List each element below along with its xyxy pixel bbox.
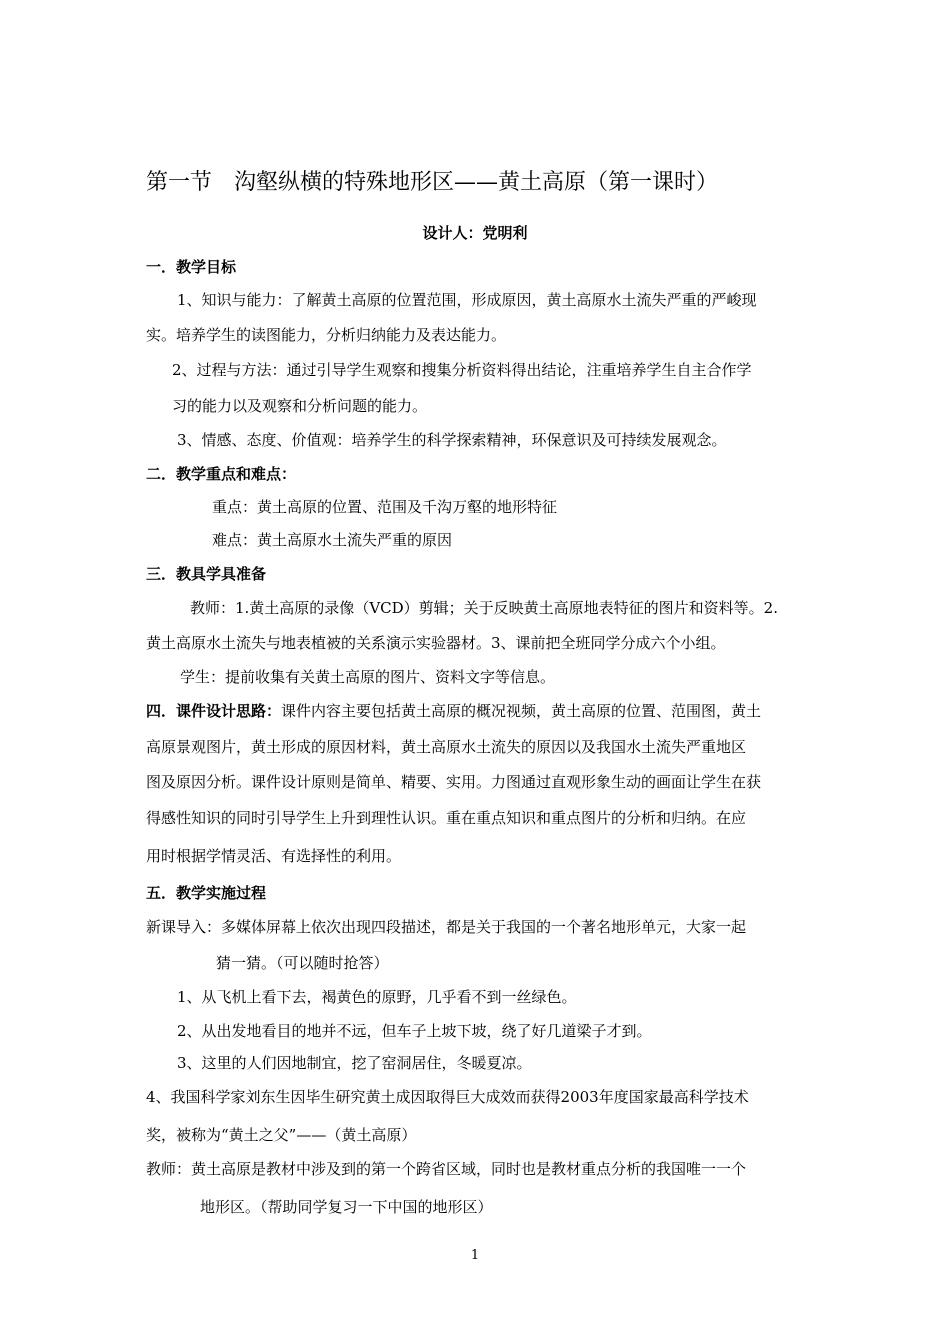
paragraph-line: 黄土高原水土流失与地表植被的关系演示实验器材。3、课前把全班同学分成六个小组。: [146, 634, 726, 652]
courseware-text: 课件内容主要包括黄土高原的概况视频，黄土高原的位置、范围图，黄土: [281, 702, 762, 720]
list-item: 4、我国科学家刘东生因毕生研究黄土成因取得巨大成效而获得2003年度国家最高科学技术: [146, 1088, 749, 1106]
section-heading-keypoints: 二．教学重点和难点：: [146, 465, 297, 483]
paragraph-line: 得感性知识的同时引导学生上升到理性认识。重在重点知识和重点图片的分析和归纳。在应: [146, 809, 747, 827]
list-item: 2、从出发地看目的地并不远，但车子上坡下坡，绕了好几道梁子才到。: [177, 1022, 652, 1040]
section-heading-process: 五．教学实施过程: [146, 884, 267, 902]
page-number: 1: [470, 1248, 480, 1263]
paragraph-line: 图及原因分析。课件设计原则是简单、精要、实用。力图通过直观形象生动的画面让学生在获: [146, 773, 762, 791]
list-item: 3、这里的人们因地制宜，挖了窑洞居住，冬暖夏凉。: [177, 1054, 532, 1072]
list-item: 1、从飞机上看下去，褐黄色的原野，几乎看不到一丝绿色。: [177, 988, 577, 1006]
paragraph-line: [146, 701, 761, 721]
paragraph-line: 2、过程与方法：通过引导学生观察和搜集分析资料得出结论，注重培养学生自主合作学: [172, 361, 752, 379]
paragraph-line: 用时根据学情灵活、有选择性的利用。: [146, 847, 402, 865]
paragraph-line: 新课导入：多媒体屏幕上依次出现四段描述，都是关于我国的一个著名地形单元，大家一起: [146, 918, 747, 936]
section-heading-courseware: 四．课件设计思路：: [146, 702, 282, 720]
paragraph-line: 习的能力以及观察和分析问题的能力。: [172, 397, 428, 415]
paragraph-line: 地形区。（帮助同学复习一下中国的地形区）: [200, 1198, 493, 1216]
paragraph-line: 奖，被称为“黄土之父”——（黄土高原）: [146, 1126, 417, 1144]
key-point: 重点：黄土高原的位置、范围及千沟万壑的地形特征: [212, 498, 558, 516]
paragraph-line: 实。培养学生的读图能力，分析归纳能力及表达能力。: [146, 326, 507, 344]
paragraph-line: 3、情感、态度、价值观：培养学生的科学探索精神，环保意识及可持续发展观念。: [177, 431, 727, 449]
paragraph-line: 1、知识与能力：了解黄土高原的位置范围，形成原因，黄土高原水土流失严重的严峻现: [177, 291, 757, 309]
paragraph-line: 教师：1.黄土高原的录像（VCD）剪辑；关于反映黄土高原地表特征的图片和资料等。2.: [190, 599, 778, 617]
paragraph-line: 学生：提前收集有关黄土高原的图片、资料文字等信息。: [180, 668, 556, 686]
paragraph-line: 教师：黄土高原是教材中涉及到的第一个跨省区域，同时也是教材重点分析的我国唯一一个: [146, 1160, 747, 1178]
section-heading-goals: 一．教学目标: [146, 258, 237, 276]
section-heading-materials: 三．教具学具准备: [146, 565, 267, 583]
author-line: 设计人：党明利: [422, 224, 528, 242]
paragraph-line: 高原景观图片，黄土形成的原因材料，黄土高原水土流失的原因以及我国水土流失严重地区: [146, 738, 747, 756]
document-title: 第一节 沟壑纵横的特殊地形区——黄土高原（第一课时）: [146, 170, 719, 195]
difficult-point: 难点：黄土高原水土流失严重的原因: [212, 531, 453, 549]
paragraph-line: 猜一猜。（可以随时抢答）: [216, 954, 389, 972]
